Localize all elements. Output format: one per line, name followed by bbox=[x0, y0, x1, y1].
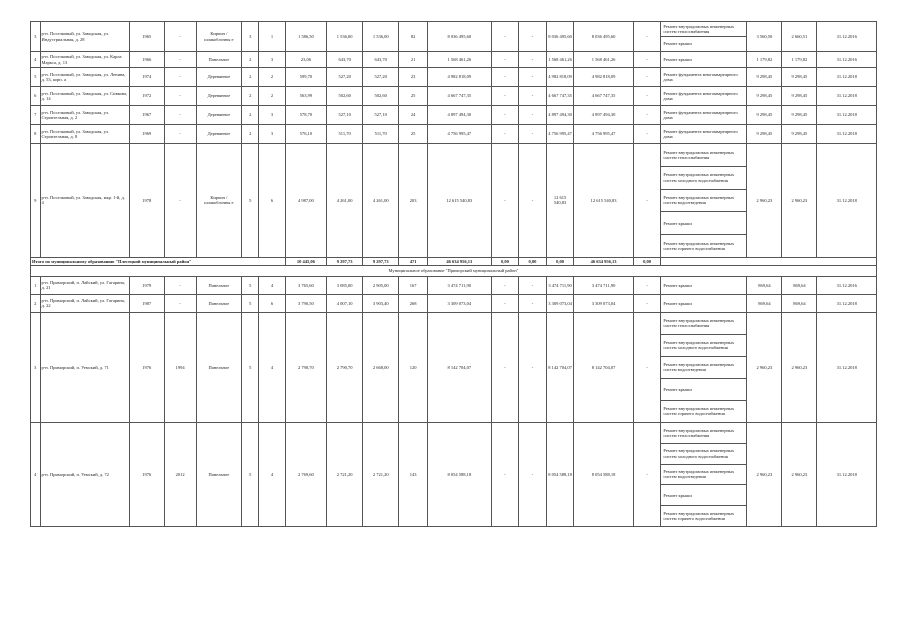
work-type-cell: Ремонт фундамента многоквартирного дома bbox=[661, 87, 747, 106]
residents-cell: 143 bbox=[399, 422, 428, 526]
table-row bbox=[31, 125, 877, 144]
total-other-sum: 0,00 bbox=[633, 257, 661, 265]
owner-funds-cell: 3 309 073,04 bbox=[574, 294, 633, 312]
local-budget-cell: 4 982 818,09 bbox=[546, 68, 574, 87]
residents-cell: 25 bbox=[399, 125, 428, 144]
address-cell: р-н. Поселковый, ул. Заводская, ул. Ленина, д. 53, корп. а bbox=[40, 68, 129, 87]
floors-cell: 3 bbox=[242, 22, 259, 52]
work-type-cell: Ремонт крыши bbox=[661, 276, 747, 294]
local-budget-cell: 3 474 711,90 bbox=[546, 276, 574, 294]
table-row bbox=[31, 22, 877, 37]
living-area-cell: 2 721,20 bbox=[327, 422, 363, 526]
year-built-cell: 1978 bbox=[129, 144, 164, 258]
unit-cost-max-cell: 2 960,23 bbox=[782, 144, 817, 258]
row-number-cell: 4 bbox=[31, 422, 41, 526]
row-number-cell: 1 bbox=[31, 276, 41, 294]
total-cost-cell: 3 309 073,04 bbox=[427, 294, 491, 312]
residents-cell: 23 bbox=[399, 68, 428, 87]
unit-cost-cell: 1 179,82 bbox=[747, 52, 782, 68]
total-cost-cell: 4 982 818,09 bbox=[427, 68, 491, 87]
unit-cost-max-cell: 9 298,45 bbox=[782, 125, 817, 144]
wall-material-cell: Панельное bbox=[196, 52, 242, 68]
owned-area-cell: 2 905,00 bbox=[363, 276, 399, 294]
living-area-cell: 2 790,70 bbox=[327, 312, 363, 422]
total-row bbox=[31, 257, 877, 265]
year-built-cell: 1965 bbox=[129, 22, 164, 52]
other-funds-cell: - bbox=[633, 144, 661, 258]
wall-material-cell: Деревянное bbox=[196, 87, 242, 106]
regional-budget-cell: - bbox=[519, 52, 547, 68]
table-row bbox=[31, 52, 877, 68]
floors-cell: 5 bbox=[242, 312, 259, 422]
address-cell: р-н. Поселковый, ул. Заводская, ул. Карла Маркса, д. 13 bbox=[40, 52, 129, 68]
living-area-cell: 643,70 bbox=[327, 52, 363, 68]
other-funds-cell: - bbox=[633, 294, 661, 312]
entrances-cell: 6 bbox=[259, 294, 286, 312]
year-built-cell: 1979 bbox=[129, 276, 164, 294]
fund-source-cell: - bbox=[491, 125, 519, 144]
total-area-cell: 3 765,60 bbox=[285, 276, 326, 294]
owned-area-cell: 4 261,00 bbox=[363, 144, 399, 258]
year-built-cell: 1967 bbox=[129, 106, 164, 125]
section-header-row bbox=[31, 265, 877, 276]
residents-cell: 268 bbox=[399, 294, 428, 312]
living-area-cell: 3 085,00 bbox=[327, 276, 363, 294]
living-area-cell: 502,60 bbox=[327, 87, 363, 106]
deadline-cell: 31.12.2018 bbox=[817, 312, 877, 422]
address-cell: р-н. Приморский, п. Уемский, д. 71 bbox=[40, 312, 129, 422]
wall-material-cell: Кирпич / шлакоблочны е bbox=[196, 144, 242, 258]
year-reconstruction-cell: - bbox=[164, 106, 196, 125]
floors-cell: 5 bbox=[242, 144, 259, 258]
floors-cell: 5 bbox=[242, 422, 259, 526]
total-local-sum: 0,00 bbox=[546, 257, 574, 265]
entrances-cell: 4 bbox=[259, 312, 286, 422]
total-area-cell: 563,99 bbox=[285, 87, 326, 106]
fund-source-cell: - bbox=[491, 22, 519, 52]
living-area-cell: 4 007,10 bbox=[327, 294, 363, 312]
living-area-cell: 1 536,00 bbox=[327, 22, 363, 52]
owner-funds-cell: 8 142 704,07 bbox=[574, 312, 633, 422]
entrances-cell: 4 bbox=[259, 276, 286, 294]
residents-cell: 203 bbox=[399, 144, 428, 258]
unit-cost-max-cell: 2 660,51 bbox=[782, 22, 817, 52]
unit-cost-max-cell: 9 298,45 bbox=[782, 68, 817, 87]
living-area-cell: 527,20 bbox=[327, 68, 363, 87]
owned-area-cell: 527,10 bbox=[363, 106, 399, 125]
total-area-cell: 576,10 bbox=[285, 125, 326, 144]
local-budget-cell: 4 897 494,30 bbox=[546, 106, 574, 125]
owned-area-cell: 1 536,00 bbox=[363, 22, 399, 52]
local-budget-cell: 4 756 995,47 bbox=[546, 125, 574, 144]
local-budget-cell: 1 568 461,26 bbox=[546, 52, 574, 68]
fund-source-cell: - bbox=[491, 422, 519, 526]
total-living-area-sum: 9 297,73 bbox=[327, 257, 363, 265]
total-cost-cell: 4 897 494,30 bbox=[427, 106, 491, 125]
work-type-cell: Ремонт внутридомовых инженерных систем холодного водоснабжения bbox=[661, 166, 747, 189]
other-funds-cell: - bbox=[633, 87, 661, 106]
table-row bbox=[31, 294, 877, 312]
entrances-cell: 3 bbox=[259, 52, 286, 68]
unit-cost-cell: 2 960,23 bbox=[747, 312, 782, 422]
year-reconstruction-cell: - bbox=[164, 52, 196, 68]
wall-material-cell: Панельное bbox=[196, 276, 242, 294]
total-cost-cell: 4 667 747,35 bbox=[427, 87, 491, 106]
document-sheet bbox=[30, 21, 877, 527]
year-reconstruction-cell: - bbox=[164, 125, 196, 144]
other-funds-cell: - bbox=[633, 125, 661, 144]
year-reconstruction-cell: - bbox=[164, 276, 196, 294]
wall-material-cell: Деревянное bbox=[196, 106, 242, 125]
owned-area-cell: 3 903,40 bbox=[363, 294, 399, 312]
total-cost-cell: 1 568 461,26 bbox=[427, 52, 491, 68]
total-residents-sum: 471 bbox=[399, 257, 428, 265]
regional-budget-cell: - bbox=[519, 22, 547, 52]
owner-funds-cell: 1 568 461,26 bbox=[574, 52, 633, 68]
local-budget-cell: 12 615 540,83 bbox=[546, 144, 574, 258]
other-funds-cell: - bbox=[633, 22, 661, 52]
local-budget-cell: 4 667 747,35 bbox=[546, 87, 574, 106]
work-type-cell: Ремонт фундамента многоквартирного дома bbox=[661, 125, 747, 144]
entrances-cell: 3 bbox=[259, 125, 286, 144]
other-funds-cell: - bbox=[633, 422, 661, 526]
owner-funds-cell: 8 036 495,60 bbox=[574, 22, 633, 52]
work-type-cell: Ремонт внутридомовых инженерных систем холодного водоснабжения bbox=[661, 334, 747, 356]
wall-material-cell: Деревянное bbox=[196, 125, 242, 144]
owned-area-cell: 643,70 bbox=[363, 52, 399, 68]
floors-cell: 5 bbox=[242, 294, 259, 312]
other-funds-cell: - bbox=[633, 312, 661, 422]
living-area-cell: 511,70 bbox=[327, 125, 363, 144]
deadline-cell: 31.12.2018 bbox=[817, 87, 877, 106]
table-body bbox=[31, 22, 877, 527]
unit-cost-cell: 869,64 bbox=[747, 294, 782, 312]
row-number-cell: 6 bbox=[31, 87, 41, 106]
year-built-cell: 1987 bbox=[129, 294, 164, 312]
total-empty-cell bbox=[661, 257, 877, 265]
floors-cell: 2 bbox=[242, 106, 259, 125]
deadline-cell: 31.12.2018 bbox=[817, 144, 877, 258]
work-type-cell: Ремонт крыши bbox=[661, 37, 747, 52]
address-cell: р-н. Поселковый, ул. Заводская, ул. Строительная, д. 2 bbox=[40, 106, 129, 125]
unit-cost-max-cell: 9 298,45 bbox=[782, 106, 817, 125]
row-number-cell: 3 bbox=[31, 312, 41, 422]
owner-funds-cell: 4 897 494,30 bbox=[574, 106, 633, 125]
year-built-cell: 1966 bbox=[129, 52, 164, 68]
address-cell: р-н. Приморский, п. Уемский, д. 72 bbox=[40, 422, 129, 526]
work-type-cell: Ремонт внутридомовых инженерных систем холодного водоснабжения bbox=[661, 443, 747, 464]
floors-cell: 2 bbox=[242, 68, 259, 87]
work-type-cell: Ремонт крыши bbox=[661, 52, 747, 68]
work-type-cell: Ремонт внутридомовых инженерных систем теплоснабжения bbox=[661, 312, 747, 334]
unit-cost-cell: 2 960,23 bbox=[747, 144, 782, 258]
total-fund-sum: 0,00 bbox=[491, 257, 519, 265]
total-area-cell: 3 790,50 bbox=[285, 294, 326, 312]
regional-budget-cell: - bbox=[519, 312, 547, 422]
entrances-cell: 6 bbox=[259, 144, 286, 258]
table-row bbox=[31, 68, 877, 87]
fund-source-cell: - bbox=[491, 106, 519, 125]
work-type-cell: Ремонт внутридомовых инженерных систем теплоснабжения bbox=[661, 144, 747, 167]
entrances-cell: 2 bbox=[259, 87, 286, 106]
fund-source-cell: - bbox=[491, 144, 519, 258]
deadline-cell: 31.12.2018 bbox=[817, 294, 877, 312]
repair-program-table bbox=[30, 21, 877, 527]
wall-material-cell: Панельное bbox=[196, 294, 242, 312]
total-area-cell: 578,70 bbox=[285, 106, 326, 125]
owner-funds-cell: 4 982 818,09 bbox=[574, 68, 633, 87]
work-type-cell: Ремонт внутридомовых инженерных систем водоотведения bbox=[661, 464, 747, 485]
unit-cost-max-cell: 1 179,82 bbox=[782, 52, 817, 68]
living-area-cell: 527,10 bbox=[327, 106, 363, 125]
deadline-cell: 31.12.2018 bbox=[817, 68, 877, 87]
work-type-cell: Ремонт крыши bbox=[661, 378, 747, 400]
local-budget-cell: 8 142 704,07 bbox=[546, 312, 574, 422]
regional-budget-cell: - bbox=[519, 294, 547, 312]
work-type-cell: Ремонт фундамента многоквартирного дома bbox=[661, 106, 747, 125]
unit-cost-cell: 9 298,45 bbox=[747, 106, 782, 125]
entrances-cell: 4 bbox=[259, 422, 286, 526]
unit-cost-cell: 2 960,23 bbox=[747, 422, 782, 526]
year-reconstruction-cell: - bbox=[164, 87, 196, 106]
address-cell: р-н. Поселковый, ул. Заводская, мкр. 1-й, д. 4 bbox=[40, 144, 129, 258]
unit-cost-cell: 9 298,45 bbox=[747, 68, 782, 87]
year-reconstruction-cell: - bbox=[164, 68, 196, 87]
work-type-cell: Ремонт внутридомовых инженерных систем горячего водоснабжения bbox=[661, 506, 747, 527]
total-area-cell: 23,06 bbox=[285, 52, 326, 68]
unit-cost-max-cell: 2 960,23 bbox=[782, 312, 817, 422]
row-number-cell: 2 bbox=[31, 294, 41, 312]
fund-source-cell: - bbox=[491, 312, 519, 422]
local-budget-cell: 8 054 588,18 bbox=[546, 422, 574, 526]
total-regional-sum: 0,00 bbox=[519, 257, 547, 265]
row-number-cell: 9 bbox=[31, 144, 41, 258]
total-cost-sum: 46 634 956,13 bbox=[427, 257, 491, 265]
total-owner-sum: 46 634 956,13 bbox=[574, 257, 633, 265]
total-area-cell: 2 790,70 bbox=[285, 312, 326, 422]
work-type-cell: Ремонт внутридомовых инженерных систем теплоснабжения bbox=[661, 422, 747, 443]
deadline-cell: 31.12.2016 bbox=[817, 276, 877, 294]
work-type-cell: Ремонт внутридомовых инженерных систем горячего водоснабжения bbox=[661, 235, 747, 258]
year-built-cell: 1969 bbox=[129, 125, 164, 144]
total-area-cell: 1 586,50 bbox=[285, 22, 326, 52]
local-budget-cell: 3 309 073,04 bbox=[546, 294, 574, 312]
row-number-cell: 3 bbox=[31, 22, 41, 52]
address-cell: р-н. Приморский, п. Лайский, ул. Гагарина, д. 21 bbox=[40, 276, 129, 294]
fund-source-cell: - bbox=[491, 276, 519, 294]
owner-funds-cell: 8 054 588,18 bbox=[574, 422, 633, 526]
owner-funds-cell: 4 667 747,35 bbox=[574, 87, 633, 106]
residents-cell: 167 bbox=[399, 276, 428, 294]
unit-cost-cell: 9 298,45 bbox=[747, 87, 782, 106]
fund-source-cell: - bbox=[491, 294, 519, 312]
regional-budget-cell: - bbox=[519, 422, 547, 526]
total-area-sum: 10 445,06 bbox=[285, 257, 326, 265]
owner-funds-cell: 12 615 540,83 bbox=[574, 144, 633, 258]
regional-budget-cell: - bbox=[519, 87, 547, 106]
table-row bbox=[31, 422, 877, 443]
work-type-cell: Ремонт крыши bbox=[661, 294, 747, 312]
work-type-cell: Ремонт внутридомовых инженерных систем водоотведения bbox=[661, 356, 747, 378]
address-cell: р-н. Приморский, п. Лайский, ул. Гагарина, д. 22 bbox=[40, 294, 129, 312]
regional-budget-cell: - bbox=[519, 68, 547, 87]
fund-source-cell: - bbox=[491, 87, 519, 106]
table-row bbox=[31, 87, 877, 106]
living-area-cell: 4 261,00 bbox=[327, 144, 363, 258]
work-type-cell: Ремонт крыши bbox=[661, 485, 747, 506]
entrances-cell: 1 bbox=[259, 22, 286, 52]
table-row bbox=[31, 312, 877, 334]
deadline-cell: 31.12.2016 bbox=[817, 52, 877, 68]
unit-cost-max-cell: 9 298,45 bbox=[782, 87, 817, 106]
total-label: Итого по муниципальному образованию "Плесецкий муниципальный район" bbox=[31, 257, 286, 265]
other-funds-cell: - bbox=[633, 106, 661, 125]
total-cost-cell: 3 474 711,90 bbox=[427, 276, 491, 294]
year-reconstruction-cell: - bbox=[164, 144, 196, 258]
wall-material-cell: Кирпич / шлакоблочны е bbox=[196, 22, 242, 52]
deadline-cell: 31.12.2018 bbox=[817, 422, 877, 526]
row-number-cell: 8 bbox=[31, 125, 41, 144]
year-built-cell: 1976 bbox=[129, 422, 164, 526]
year-reconstruction-cell: 1994 bbox=[164, 312, 196, 422]
deadline-cell: 31.12.2018 bbox=[817, 125, 877, 144]
total-cost-cell: 8 142 704,07 bbox=[427, 312, 491, 422]
other-funds-cell: - bbox=[633, 68, 661, 87]
year-built-cell: 1976 bbox=[129, 312, 164, 422]
residents-cell: 24 bbox=[399, 106, 428, 125]
unit-cost-max-cell: 2 960,23 bbox=[782, 422, 817, 526]
residents-cell: 120 bbox=[399, 312, 428, 422]
unit-cost-cell: 3 560,50 bbox=[747, 22, 782, 52]
regional-budget-cell: - bbox=[519, 125, 547, 144]
owned-area-cell: 511,70 bbox=[363, 125, 399, 144]
work-type-cell: Ремонт внутридомовых инженерных систем водоотведения bbox=[661, 189, 747, 212]
address-cell: р-н. Поселковый, ул. Заводская, ул. Строительная, д. 8 bbox=[40, 125, 129, 144]
year-built-cell: 1972 bbox=[129, 87, 164, 106]
wall-material-cell: Панельное bbox=[196, 312, 242, 422]
unit-cost-max-cell: 869,64 bbox=[782, 294, 817, 312]
floors-cell: 2 bbox=[242, 87, 259, 106]
total-cost-cell: 8 036 495,60 bbox=[427, 22, 491, 52]
row-number-cell: 7 bbox=[31, 106, 41, 125]
owned-area-cell: 502,60 bbox=[363, 87, 399, 106]
wall-material-cell: Панельное bbox=[196, 422, 242, 526]
unit-cost-cell: 9 298,45 bbox=[747, 125, 782, 144]
fund-source-cell: - bbox=[491, 68, 519, 87]
year-built-cell: 1974 bbox=[129, 68, 164, 87]
residents-cell: 25 bbox=[399, 87, 428, 106]
floors-cell: 2 bbox=[242, 125, 259, 144]
address-cell: р-н. Поселковый, ул. Заводская, ул. Сивкова, д. 14 bbox=[40, 87, 129, 106]
owner-funds-cell: 4 756 995,47 bbox=[574, 125, 633, 144]
floors-cell: 2 bbox=[242, 52, 259, 68]
owner-funds-cell: 3 474 711,90 bbox=[574, 276, 633, 294]
deadline-cell: 31.12.2016 bbox=[817, 22, 877, 52]
owned-area-cell: 527,20 bbox=[363, 68, 399, 87]
table-row bbox=[31, 106, 877, 125]
owned-area-cell: 2 668,00 bbox=[363, 312, 399, 422]
year-reconstruction-cell: 2012 bbox=[164, 422, 196, 526]
residents-cell: 21 bbox=[399, 52, 428, 68]
residents-cell: 82 bbox=[399, 22, 428, 52]
total-cost-cell: 12 615 540,83 bbox=[427, 144, 491, 258]
local-budget-cell: 8 036 495,60 bbox=[546, 22, 574, 52]
owned-area-cell: 2 721,20 bbox=[363, 422, 399, 526]
unit-cost-max-cell: 869,64 bbox=[782, 276, 817, 294]
entrances-cell: 3 bbox=[259, 106, 286, 125]
year-reconstruction-cell: - bbox=[164, 294, 196, 312]
total-cost-cell: 4 756 995,47 bbox=[427, 125, 491, 144]
work-type-cell: Ремонт внутридомовых инженерных систем горячего водоснабжения bbox=[661, 400, 747, 422]
unit-cost-cell: 869,64 bbox=[747, 276, 782, 294]
entrances-cell: 2 bbox=[259, 68, 286, 87]
wall-material-cell: Деревянное bbox=[196, 68, 242, 87]
table-row bbox=[31, 144, 877, 167]
fund-source-cell: - bbox=[491, 52, 519, 68]
total-cost-cell: 8 054 588,18 bbox=[427, 422, 491, 526]
total-area-cell: 4 987,00 bbox=[285, 144, 326, 258]
row-number-cell: 5 bbox=[31, 68, 41, 87]
regional-budget-cell: - bbox=[519, 276, 547, 294]
table-row bbox=[31, 276, 877, 294]
total-area-cell: 599,70 bbox=[285, 68, 326, 87]
regional-budget-cell: - bbox=[519, 106, 547, 125]
floors-cell: 5 bbox=[242, 276, 259, 294]
regional-budget-cell: - bbox=[519, 144, 547, 258]
section-title: Муниципальное образование "Приморский муниципальный район" bbox=[31, 265, 877, 276]
year-reconstruction-cell: - bbox=[164, 22, 196, 52]
other-funds-cell: - bbox=[633, 276, 661, 294]
work-type-cell: Ремонт фундамента многоквартирного дома bbox=[661, 68, 747, 87]
total-area-cell: 2 769,60 bbox=[285, 422, 326, 526]
work-type-cell: Ремонт внутридомовых инженерных систем теплоснабжения bbox=[661, 22, 747, 37]
address-cell: р-н. Поселковый, ул. Заводская, ул. Индустриальная, д. 28 bbox=[40, 22, 129, 52]
row-number-cell: 4 bbox=[31, 52, 41, 68]
work-type-cell: Ремонт крыши bbox=[661, 212, 747, 235]
deadline-cell: 31.12.2018 bbox=[817, 106, 877, 125]
other-funds-cell: - bbox=[633, 52, 661, 68]
total-owned-area-sum: 9 297,73 bbox=[363, 257, 399, 265]
